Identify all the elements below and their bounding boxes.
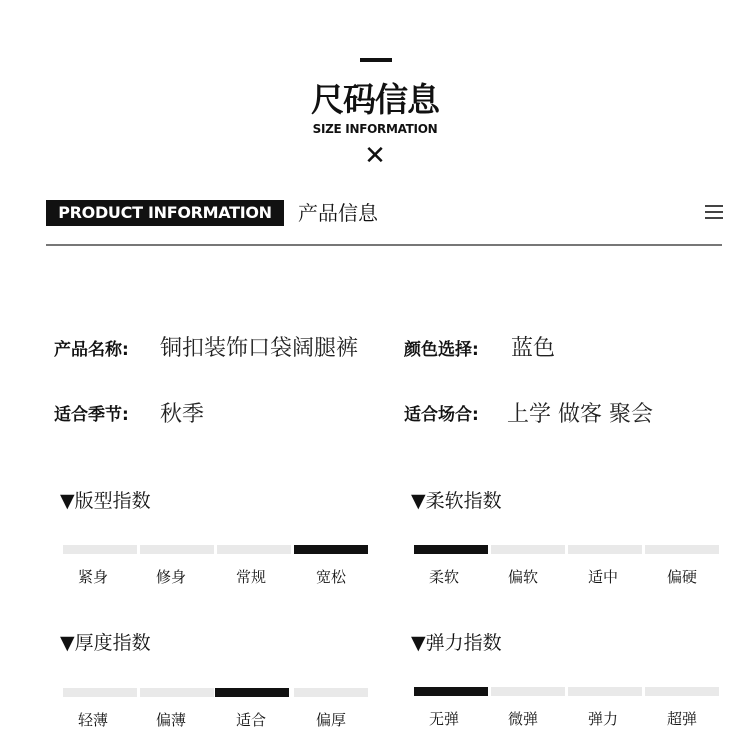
elasticity-option-none: 无弹 [428, 710, 459, 728]
page-title: 尺码信息 [311, 80, 439, 119]
color-label: 颜色选择: [404, 340, 479, 360]
softness-option-softish: 偏软 [507, 568, 538, 586]
occasion-value: 上学 做客 聚会 [507, 402, 653, 427]
thickness-option-thin: 轻薄 [77, 711, 108, 729]
product-name-label: 产品名称: [54, 340, 129, 360]
thickness-bar-segment-suitable [215, 688, 289, 697]
elasticity-option-slight: 微弹 [507, 710, 538, 728]
fit-bar-segment-slim [140, 545, 214, 554]
elasticity-index-title: ▼弹力指数 [411, 632, 502, 654]
fit-option-loose: 宽松 [315, 568, 346, 586]
fit-index-bar [63, 545, 369, 554]
section-label-cn: 产品信息 [298, 201, 378, 225]
thickness-index-bar [63, 688, 369, 697]
cross-divider-icon: ✕ [364, 141, 386, 171]
season-label: 适合季节: [54, 405, 129, 425]
thickness-bar-segment-thick [294, 688, 368, 697]
fit-index-title: ▼版型指数 [60, 490, 151, 512]
softness-index-title: ▼柔软指数 [411, 490, 502, 512]
thickness-bar-segment-thin [63, 688, 137, 697]
thickness-index-title: ▼厚度指数 [60, 632, 151, 654]
product-name-value: 铜扣装饰口袋阔腿裤 [160, 336, 359, 361]
elasticity-index-bar [414, 687, 720, 696]
elasticity-option-super: 超弹 [666, 710, 697, 728]
color-value: 蓝色 [511, 336, 556, 361]
top-dash-decoration [360, 58, 392, 62]
thickness-bar-segment-thinnish [140, 688, 214, 697]
elasticity-bar-segment-none [414, 687, 488, 696]
section-divider [46, 244, 722, 246]
elasticity-option-elastic: 弹力 [587, 710, 618, 728]
hamburger-menu-icon[interactable] [705, 205, 723, 221]
softness-bar-segment-softish [491, 545, 565, 554]
thickness-option-thick: 偏厚 [315, 711, 346, 729]
softness-option-medium: 适中 [587, 568, 618, 586]
elasticity-bar-segment-slight [491, 687, 565, 696]
softness-option-soft: 柔软 [428, 568, 459, 586]
season-value: 秋季 [160, 402, 205, 427]
section-label-en: PRODUCT INFORMATION [46, 200, 284, 226]
fit-option-slim: 修身 [155, 568, 186, 586]
softness-bar-segment-firm [645, 545, 719, 554]
fit-bar-segment-tight [63, 545, 137, 554]
softness-bar-segment-soft [414, 545, 488, 554]
fit-option-tight: 紧身 [77, 568, 108, 586]
softness-option-firm: 偏硬 [666, 568, 697, 586]
thickness-option-thinnish: 偏薄 [155, 711, 186, 729]
softness-index-bar [414, 545, 720, 554]
fit-option-regular: 常规 [235, 568, 266, 586]
elasticity-bar-segment-super [645, 687, 719, 696]
fit-bar-segment-regular [217, 545, 291, 554]
elasticity-bar-segment-elastic [568, 687, 642, 696]
thickness-option-suitable: 适合 [235, 711, 266, 729]
softness-bar-segment-medium [568, 545, 642, 554]
page-subtitle: SIZE INFORMATION [312, 122, 438, 136]
fit-bar-segment-loose [294, 545, 368, 554]
occasion-label: 适合场合: [404, 405, 479, 425]
